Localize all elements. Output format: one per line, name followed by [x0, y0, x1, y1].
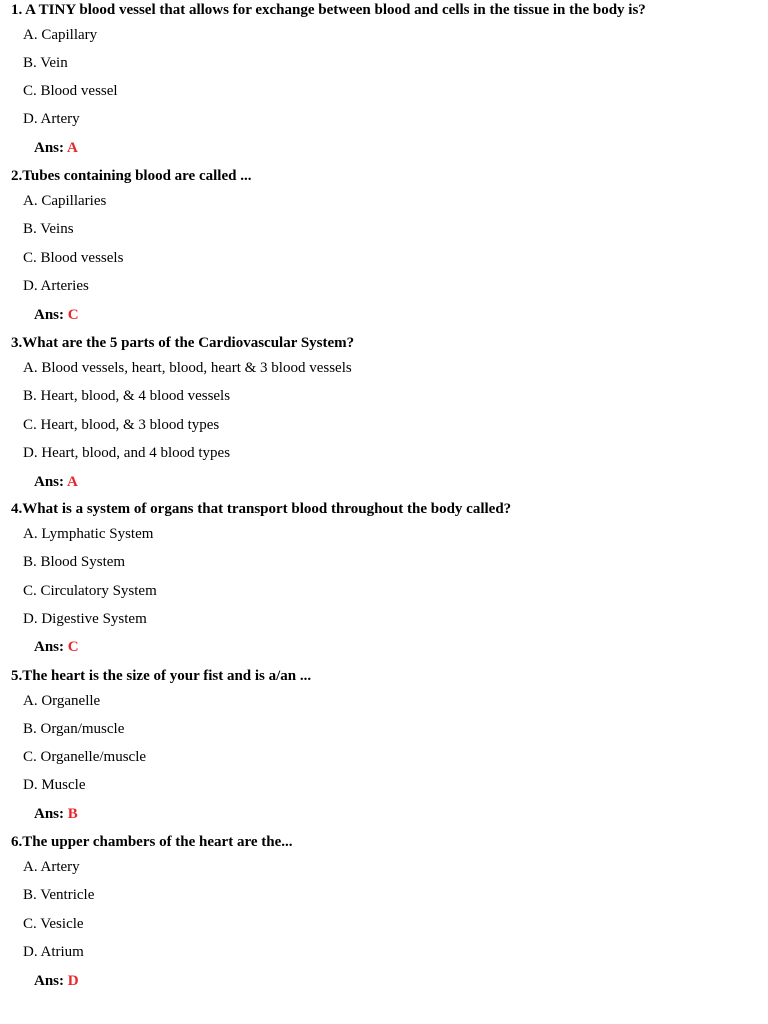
option-c: C. Blood vessel [23, 83, 118, 99]
answer-label: Ans: [34, 140, 65, 156]
option-a: A. Capillary [23, 27, 98, 43]
answer-letter: C [67, 307, 79, 323]
question-text: 5.The heart is the size of your fist and is a/an ... [11, 668, 312, 684]
option-c: C. Vesicle [23, 916, 84, 932]
question-text: 3.What are the 5 parts of the Cardiovascular System? [11, 335, 355, 351]
answer-letter: B [67, 806, 78, 822]
option-d: D. Heart, blood, and 4 blood types [23, 445, 231, 461]
option-b: B. Heart, blood, & 4 blood vessels [23, 388, 231, 404]
answer-line [34, 805, 78, 823]
question-text: 6.The upper chambers of the heart are the... [11, 834, 293, 850]
answer-letter: C [67, 639, 79, 655]
answer-label: Ans: [34, 973, 65, 989]
option-c: C. Circulatory System [23, 583, 157, 599]
answer-letter: A [66, 474, 78, 490]
option-d: D. Artery [23, 111, 80, 127]
answer-line [34, 972, 79, 990]
answer-line [34, 306, 79, 324]
option-b: B. Organ/muscle [23, 721, 125, 737]
answer-label: Ans: [34, 806, 65, 822]
answer-line [34, 473, 78, 491]
option-a: A. Organelle [23, 693, 101, 709]
question-text: 2.Tubes containing blood are called ... [11, 168, 252, 184]
answer-label: Ans: [34, 307, 65, 323]
question-text: 1. A TINY blood vessel that allows for exchange between blood and cells in the tissue in the body is? [11, 2, 646, 18]
option-a: A. Artery [23, 859, 80, 875]
option-b: B. Veins [23, 221, 74, 237]
answer-letter: A [66, 140, 78, 156]
option-d: D. Muscle [23, 777, 86, 793]
question-text: 4.What is a system of organs that transport blood throughout the body called? [11, 501, 512, 517]
option-b: B. Ventricle [23, 887, 95, 903]
option-a: A. Capillaries [23, 193, 107, 209]
answer-label: Ans: [34, 639, 65, 655]
answer-letter: D [67, 973, 79, 989]
option-a: A. Lymphatic System [23, 526, 154, 542]
option-c: C. Blood vessels [23, 250, 124, 266]
option-b: B. Blood System [23, 554, 126, 570]
option-a: A. Blood vessels, heart, blood, heart & 3 blood vessels [23, 360, 352, 376]
answer-label: Ans: [34, 474, 65, 490]
answer-line [34, 638, 79, 656]
option-b: B. Vein [23, 55, 68, 71]
answer-line [34, 139, 78, 157]
option-c: C. Organelle/muscle [23, 749, 147, 765]
option-d: D. Digestive System [23, 611, 147, 627]
option-d: D. Atrium [23, 944, 84, 960]
option-d: D. Arteries [23, 278, 89, 294]
option-c: C. Heart, blood, & 3 blood types [23, 417, 220, 433]
